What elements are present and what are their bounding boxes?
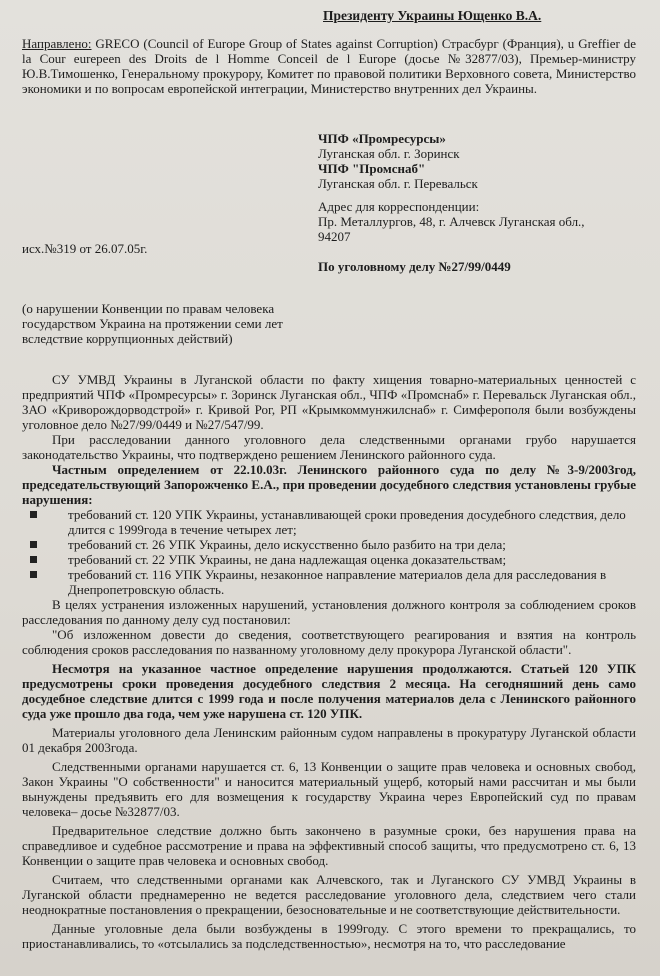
bullet-icon — [30, 571, 37, 578]
addressee: Президенту Украины Ющенко В.А. — [323, 8, 542, 23]
court-ruling-paragraph: Частным определением от 22.10.03г. Ленинского районного суда по делу №3-9/2003год, председательствующий Запорожченко Е.А., при проведении досудебного следствия установлены грубые нарушения: — [22, 462, 636, 507]
senders-block — [318, 131, 638, 191]
correspondence-line: 94207 — [318, 229, 351, 244]
bullet-icon — [30, 556, 37, 563]
correspondence-line: Пр. Металлургов, 48, г. Алчевск Луганская обл., — [318, 214, 585, 229]
subject-block — [22, 301, 283, 346]
body-paragraph: При расследовании данного уголовного дела следственными органами грубо нарушается законодательство Украины, что подтверждено решением Ленинского районного суда. — [22, 432, 636, 462]
correspondence-label: Адрес для корреспонденции: — [318, 199, 480, 214]
violation-text: требований ст. 120 УПК Украины, устанавливающей сроки проведения досудебного следствия, дело длится с 1999года в течение четырех лет; — [68, 507, 626, 537]
subject-line: (о нарушении Конвенции по правам человека — [22, 301, 275, 316]
court-quote: "Об изложенном довести до сведения, соответствующего реагирования и взятия на контроль соблюдения сроков расследования по названному уголовному делу прокурора Луганской области". — [22, 627, 636, 657]
sent-to-text: GRECO (Council of Europe Group of States against Corruption) Страсбург (Франция), u Greffier de la Cour eurepeen des Droits de l Homme Conceil de l Europe (досье №32877/03), Премьер-министру Ю.В.Тимошенко, Генеральному прокурору, Комитет по правовой политики Верховного совета, Министерство экономики и по вопросам европейской интеграции, Министерство внутренних дел Украины. — [22, 36, 636, 96]
emphasis-paragraph: Несмотря на указанное частное определение нарушения продолжаются. Статьей 120 УПК предусмотрены сроки проведения досудебного следствия 2 месяца. На сегодняшний день само досудебное следствие длится с 1999 года и после получения материалов дела с Ленинского районного суда уже прошло два года, чем уже нарушена ст. 120 УПК. — [22, 661, 636, 721]
sender-location: Луганская обл. г. Зоринск — [318, 146, 460, 161]
sender-name: ЧПФ «Промресурсы» — [318, 131, 446, 146]
violation-text: требований ст. 22 УПК Украины, не дана надлежащая оценка доказательствам; — [68, 552, 507, 567]
violation-item — [22, 507, 636, 537]
letter-body — [22, 372, 636, 951]
violation-item — [22, 567, 636, 597]
body-paragraph: Считаем, что следственными органами как Алчевского, так и Луганского СУ УМВД Украины в Луганской области преднамеренно не ведется расследование уголовного дела, следствием чего стали неоднократные постановления о прекращении, безосновательные и не соответствующие действительности. — [22, 872, 636, 917]
sent-to-label: Направлено: — [22, 36, 92, 51]
bullet-icon — [30, 511, 37, 518]
body-paragraph: Материалы уголовного дела Ленинским районным судом направлены в прокуратуру Луганской области 01 декабря 2003года. — [22, 725, 636, 755]
bullet-icon — [30, 541, 37, 548]
sender-name: ЧПФ "Промснаб" — [318, 161, 426, 176]
body-paragraph: Данные уголовные дела были возбуждены в 1999году. С этого времени то прекращались, то приостанавливались, то «отсылались за подследственностью», несмотря на то, что расследование — [22, 921, 636, 951]
sender-location: Луганская обл. г. Перевальск — [318, 176, 478, 191]
violation-item — [22, 537, 636, 552]
body-paragraph: Следственными органами нарушается ст. 6, 13 Конвенции о защите прав человека и основных свобод, Закон Украины "О собственности" и наносится материальный ущерб, который нами рассчитан и мы были вынуждены предъявить его для возмещения к государству Украина через Европейский суд по правам человека– досье №32877/03. — [22, 759, 636, 819]
sent-to-block — [22, 36, 636, 96]
body-paragraph: СУ УМВД Украины в Луганской области по факту хищения товарно-материальных ценностей с предприятий ЧПФ «Промресурсы» г. Зоринск Луганская обл., ЧПФ «Промснаб» г. Перевальск Луганская обл., ЗАО «Криворождорводстрой» г. Кривой Рог, РП «Крымкоммунжилснаб» г. Симферополя были возбуждены уголовное дело №27/99/0449 и №27/547/99. — [22, 372, 636, 432]
violation-text: требований ст. 116 УПК Украины, незаконное направление материалов дела для расследования в Днепропетровскую область. — [68, 567, 607, 597]
violations-list — [22, 507, 636, 597]
body-paragraph: В целях устранения изложенных нарушений, установления должного контроля за соблюдением сроков расследования по данному делу суд постановил: — [22, 597, 636, 627]
outgoing-number: исх.№319 от 26.07.05г. — [22, 241, 148, 256]
body-paragraph: Предварительное следствие должно быть закончено в разумные сроки, без нарушения права на справедливое и судебное рассмотрение и права на эффективный способ защиты, что предусмотрено ст. 6, 13 Конвенции о защите прав человека и основных свобод. — [22, 823, 636, 868]
case-reference: По уголовному делу №27/99/0449 — [318, 259, 511, 274]
subject-line: вследствие коррупционных действий) — [22, 331, 233, 346]
correspondence-block — [318, 199, 648, 244]
violation-text: требований ст. 26 УПК Украины, дело искусственно было разбито на три дела; — [68, 537, 506, 552]
violation-item — [22, 552, 636, 567]
subject-line: государством Украина на протяжении семи лет — [22, 316, 283, 331]
